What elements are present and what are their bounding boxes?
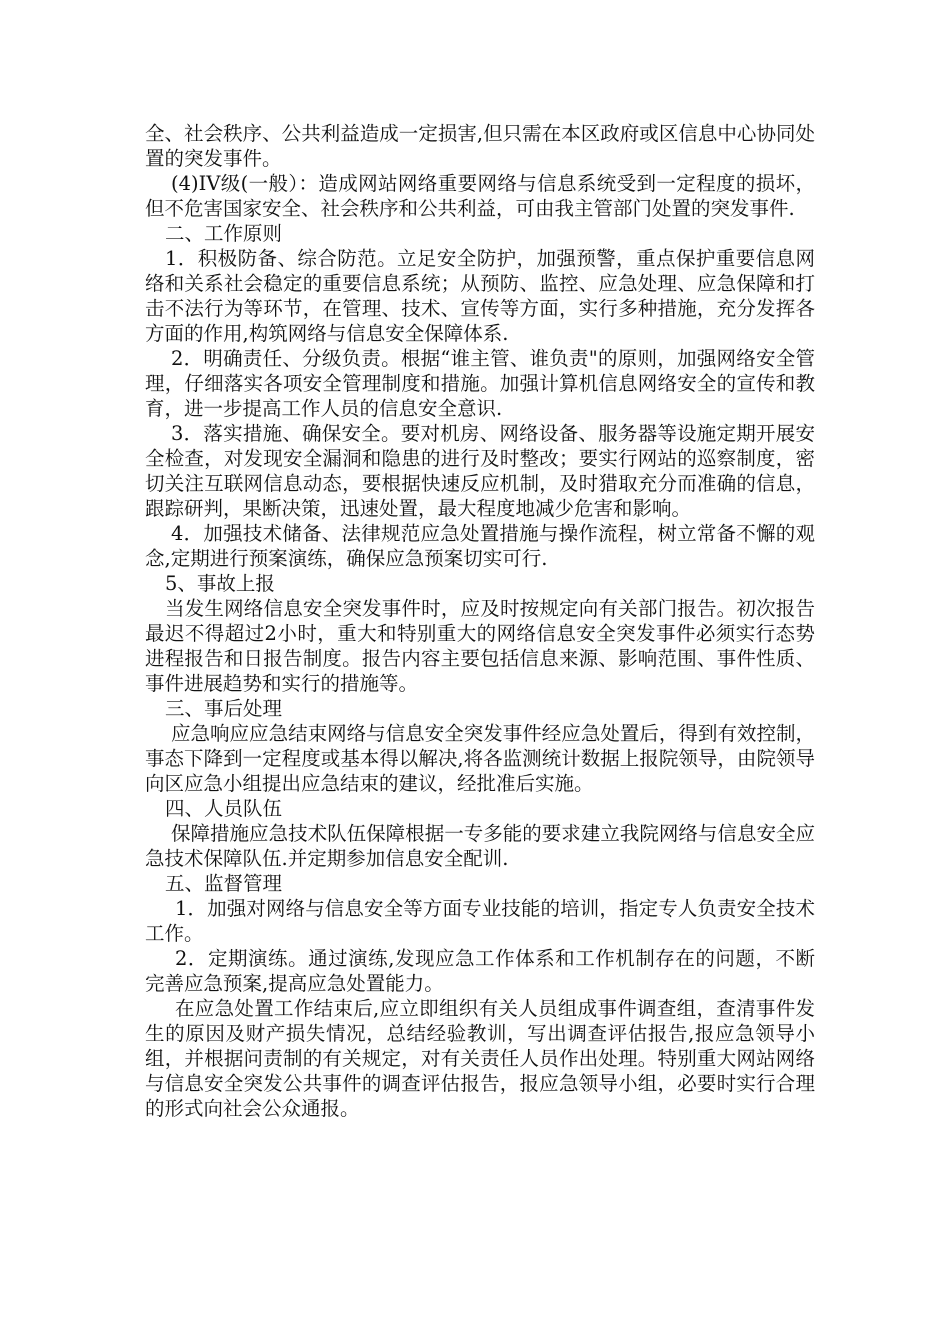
paragraph-personnel: 保障措施应急技术队伍保障根据一专多能的要求建立我院网络与信息安全应急技术保障队伍.并定期参加信息安全配训. bbox=[145, 822, 815, 870]
section-heading-aftermath: 三、事后处理 bbox=[165, 697, 283, 720]
document-body bbox=[145, 121, 815, 1121]
paragraph-principle-1: 1．积极防备、综合防范。立足安全防护，加强预警，重点保护重要信息网络和关系社会稳定的重要信息系统；从预防、监控、应急处理、应急保障和打击不法行为等环节，在管理、技术、宣传等方面，实行多种措施，充分发挥各方面的作用,构筑网络与信息安全保障体系. bbox=[145, 247, 815, 345]
section-heading-supervision: 五、监督管理 bbox=[165, 872, 283, 895]
paragraph-supervision-2: 2．定期演练。通过演练,发现应急工作体系和工作机制存在的问题，不断完善应急预案,提高应急处置能力。 bbox=[145, 947, 815, 995]
paragraph-principle-2: 2．明确责任、分级负责。根据“谁主管、谁负责"的原则，加强网络安全管理，仔细落实各项安全管理制度和措施。加强计算机信息网络安全的宣传和教育，进一步提高工作人员的信息安全意识. bbox=[145, 347, 815, 420]
paragraph-supervision-1: 1．加强对网络与信息安全等方面专业技能的培训，指定专人负责安全技术工作。 bbox=[145, 897, 815, 945]
paragraph-investigation: 在应急处置工作结束后,应立即组织有关人员组成事件调查组，查清事件发生的原因及财产损失情况，总结经验教训，写出调查评估报告,报应急领导小组，并根据问责制的有关规定，对有关责任人员作出处理。特别重大网站网络与信息安全突发公共事件的调查评估报告，报应急领导小组，必要时实行合理的形式向社会公众通报。 bbox=[145, 997, 815, 1120]
paragraph-level-iv: (4)IV级(一般）：造成网站网络重要网络与信息系统受到一定程度的损坏，但不危害国家安全、社会秩序和公共利益，可由我主管部门处置的突发事件. bbox=[145, 172, 815, 220]
section-heading-personnel: 四、人员队伍 bbox=[165, 797, 283, 820]
section-heading-incident-report: 5、事故上报 bbox=[165, 572, 275, 595]
paragraph-principle-3: 3．落实措施、确保安全。要对机房、网络设备、服务器等设施定期开展安全检查，对发现安全漏洞和隐患的进行及时整改；要实行网站的巡察制度，密切关注互联网信息动态，要根据快速反应机制，及时猎取充分而准确的信息，跟踪研判，果断决策，迅速处置，最大程度地减少危害和影响。 bbox=[145, 422, 815, 520]
paragraph-principle-4: 4．加强技术储备、法律规范应急处置措施与操作流程，树立常备不懈的观念,定期进行预案演练，确保应急预案切实可行. bbox=[145, 522, 815, 570]
section-heading-work-principles: 二、工作原则 bbox=[165, 222, 283, 245]
paragraph-aftermath: 应急响应应急结束网络与信息安全突发事件经应急处置后，得到有效控制，事态下降到一定程度或基本得以解决,将各监测统计数据上报院领导，由院领导向区应急小组提出应急结束的建议，经批准后实施。 bbox=[145, 722, 815, 795]
paragraph-incident-report: 当发生网络信息安全突发事件时，应及时按规定向有关部门报告。初次报告最迟不得超过2小时，重大和特别重大的网络信息安全突发事件必须实行态势进程报告和日报告制度。报告内容主要包括信息来源、影响范围、事件性质、事件进展趋势和实行的措施等。 bbox=[145, 597, 815, 695]
paragraph-continuation: 全、社会秩序、公共利益造成一定损害,但只需在本区政府或区信息中心协同处置的突发事件。 bbox=[145, 122, 815, 170]
